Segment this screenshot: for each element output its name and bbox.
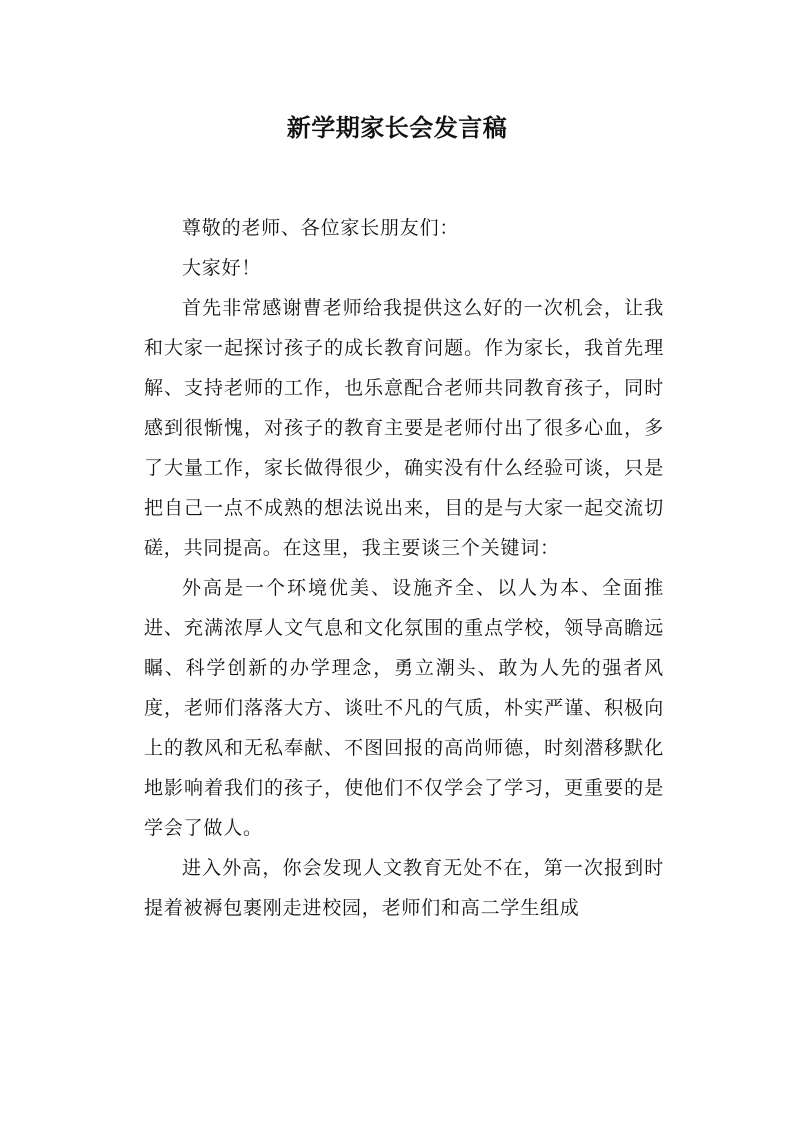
salutation-paragraph: 尊敬的老师、各位家长朋友们： <box>182 217 460 239</box>
document-title: 新学期家长会发言稿 <box>286 113 508 142</box>
greeting-paragraph: 大家好！ <box>182 257 262 279</box>
humanistic-education-paragraph: 进入外高，你会发现人文教育无处不在，第一次报到时提着被褥包裹刚走进校园，老师们和高二学生组成 <box>144 857 664 919</box>
document-body <box>144 208 664 928</box>
introduction-paragraph: 首先非常感谢曹老师给我提供这么好的一次机会，让我和大家一起探讨孩子的成长教育问题。作为家长，我首先理解、支持老师的工作，也乐意配合老师共同教育孩子，同时感到很惭愧，对孩子的教育主要是老师付出了很多心血，多了大量工作，家长做得很少，确实没有什么经验可谈，只是把自己一点不成熟的想法说出来，目的是与大家一起交流切磋，共同提高。在这里，我主要谈三个关键词： <box>144 297 664 559</box>
school-description-paragraph: 外高是一个环境优美、设施齐全、以人为本、全面推进、充满浓厚人文气息和文化氛围的重点学校，领导高瞻远瞩、科学创新的办学理念，勇立潮头、敢为人先的强者风度，老师们落落大方、谈吐不凡的气质，朴实严谨、积极向上的教风和无私奉献、不图回报的高尚师德，时刻潜移默化地影响着我们的孩子，使他们不仅学会了学习，更重要的是学会了做人。 <box>144 577 664 839</box>
